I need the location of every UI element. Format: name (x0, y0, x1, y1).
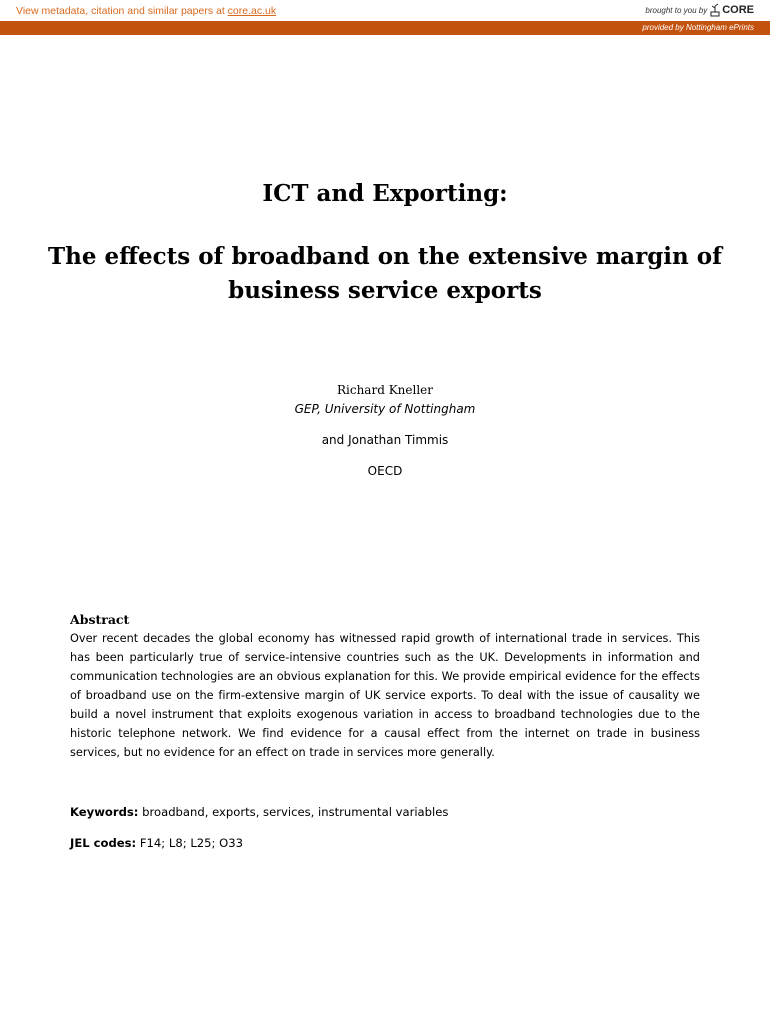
paper-title: ICT and Exporting: (262, 180, 508, 207)
paper-subtitle-line1: The effects of broadband on the extensive margin of (48, 243, 722, 270)
jel-label: JEL codes: (70, 836, 137, 850)
keywords-value: broadband, exports, services, instrumental variables (138, 805, 449, 819)
core-orange-bar (0, 21, 770, 35)
jel-codes-line (70, 836, 243, 850)
author-2: and Jonathan Timmis (321, 433, 449, 447)
core-link[interactable]: core.ac.uk (227, 5, 277, 17)
core-metadata-text (16, 5, 276, 17)
keywords-label: Keywords: (70, 805, 139, 819)
core-banner (0, 0, 770, 21)
keywords-line (70, 805, 448, 819)
core-logo-text: CORE (722, 4, 754, 16)
affiliation-2: OECD (367, 464, 403, 478)
paper-subtitle (0, 240, 770, 308)
author-1: Richard Kneller (336, 383, 434, 397)
core-brought-by (645, 3, 754, 17)
paper-subtitle-line2: business service exports (228, 277, 542, 304)
core-logo[interactable] (710, 3, 754, 17)
jel-value: F14; L8; L25; O33 (136, 836, 244, 850)
core-logo-icon (710, 3, 720, 17)
abstract-heading: Abstract (70, 612, 130, 627)
provided-by-text: provided by Nottingham ePrints (642, 23, 754, 32)
core-link-prefix: View metadata, citation and similar papers at (16, 5, 228, 17)
affiliation-1: GEP, University of Nottingham (294, 402, 476, 416)
abstract-text: Over recent decades the global economy has witnessed rapid growth of international trade in services. This has been particularly true of service-intensive countries such as the UK. Developments in information and communication technologies are an obvious explanation for this. We provide empirical evidence for the effects of broadband use on the firm-extensive margin of UK service exports. To deal with the issue of causality we build a novel instrument that exploits exogenous variation in access to broadband technologies due to the historic telephone network. We find evidence for a causal effect from the internet on trade in business services, but no evidence for an effect on trade in services more generally. (70, 632, 700, 759)
brought-by-text: brought to you by (645, 5, 708, 15)
